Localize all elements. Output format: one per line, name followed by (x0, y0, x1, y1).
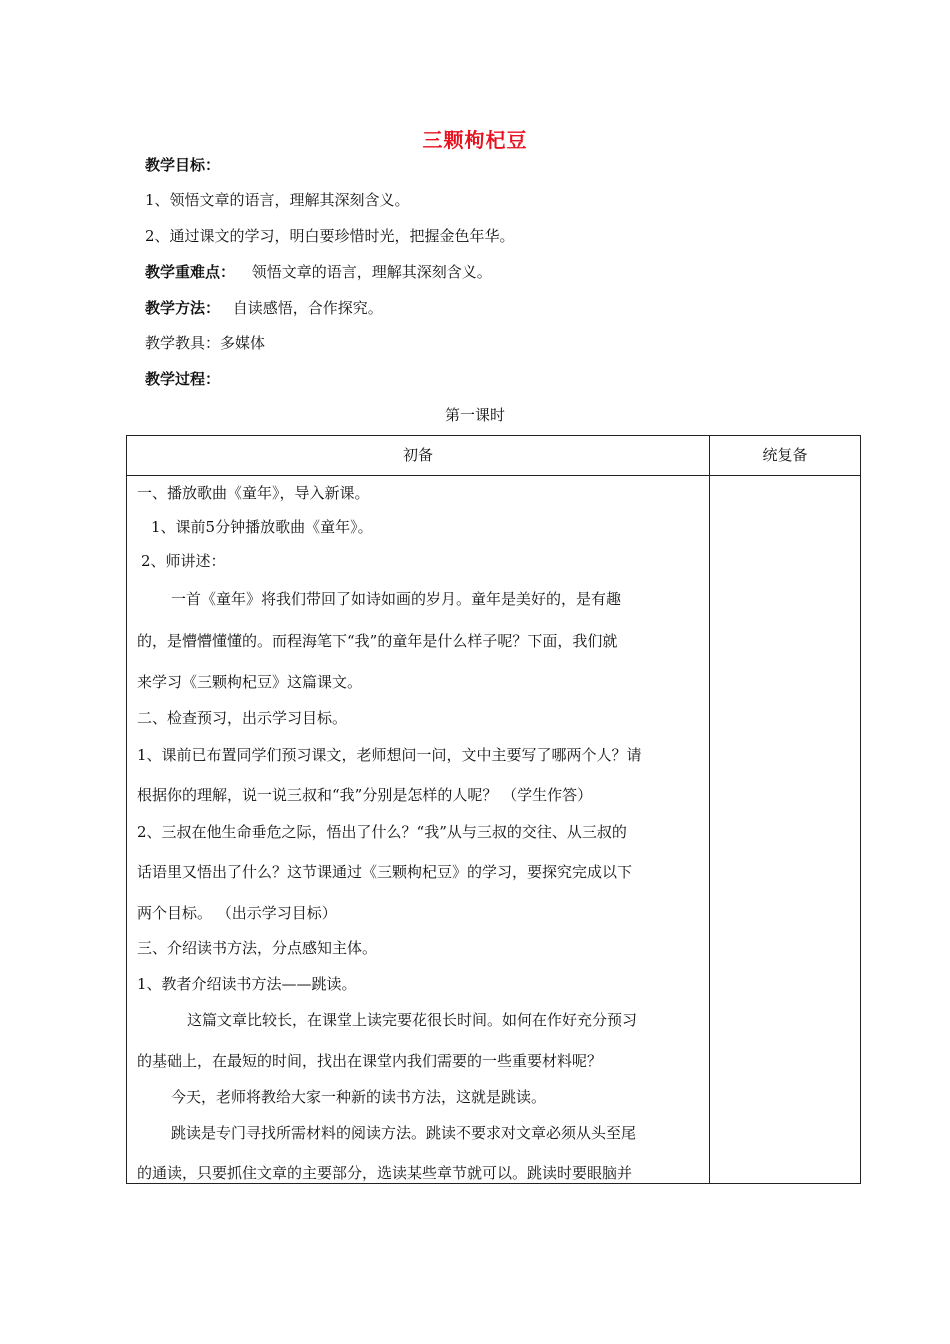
goals-heading: 教学目标： (145, 156, 221, 174)
process-heading: 教学过程： (145, 370, 221, 388)
content-line: 2、三叔在他生命垂危之际，悟出了什么？“我”从与三叔的交往、从三叔的 (137, 823, 627, 841)
tools-line: 教学教具：多媒体 (145, 334, 266, 352)
key-points-label: 教学重难点： (145, 263, 236, 281)
content-line: 二、检查预习，出示学习目标。 (137, 709, 348, 727)
content-line: 两个目标。 （出示学习目标） (137, 904, 337, 922)
content-line: 2、师讲述： (141, 552, 226, 570)
content-line: 来学习《三颗枸杞豆》这篇课文。 (137, 673, 363, 691)
content-line: 根据你的理解，说一说三叔和“我”分别是怎样的人呢？ （学生作答） (137, 786, 593, 804)
goal-item-1: 1、领悟文章的语言，理解其深刻含义。 (145, 191, 410, 209)
content-line: 一首《童年》将我们带回了如诗如画的岁月。童年是美好的，是有趣 (171, 590, 622, 608)
content-line: 1、教者介绍读书方法——跳读。 (137, 975, 357, 993)
lesson-table (126, 435, 861, 1184)
method-text: 自读感悟，合作探究。 (232, 299, 383, 317)
header-initial-prep: 初备 (402, 446, 433, 464)
content-line: 三、介绍读书方法，分点感知主体。 (137, 939, 378, 957)
content-line: 这篇文章比较长，在课堂上读完要花很长时间。如何在作好充分预习 (187, 1011, 638, 1029)
content-line: 话语里又悟出了什么？这节课通过《三颗枸杞豆》的学习，要探究完成以下 (137, 863, 633, 881)
header-review-prep: 统复备 (762, 446, 808, 464)
content-line: 1、课前已布置同学们预习课文，老师想问一问，文中主要写了哪两个人？请 (137, 746, 642, 764)
header-divider (127, 475, 860, 476)
content-line: 跳读是专门寻找所需材料的阅读方法。跳读不要求对文章必须从头至尾 (171, 1124, 637, 1142)
content-line: 的基础上，在最短的时间，找出在课堂内我们需要的一些重要材料呢？ (137, 1052, 603, 1070)
content-line: 今天，老师将教给大家一种新的读书方法，这就是跳读。 (171, 1088, 547, 1106)
content-line: 一、播放歌曲《童年》，导入新课。 (137, 484, 370, 502)
method-label: 教学方法： (145, 299, 221, 317)
key-points-row (145, 261, 492, 282)
goal-item-2: 2、通过课文的学习，明白要珍惜时光，把握金色年华。 (145, 227, 515, 245)
content-line: 1、课前5分钟播放歌曲《童年》。 (151, 518, 373, 536)
content-line: 的，是懵懵懂懂的。而程海笔下“我”的童年是什么样子呢？下面，我们就 (137, 632, 618, 650)
lesson-heading: 第一课时 (444, 406, 505, 424)
document-title: 三颗枸杞豆 (422, 128, 528, 152)
key-points-text: 领悟文章的语言，理解其深刻含义。 (251, 263, 492, 281)
column-divider (709, 436, 710, 1183)
method-row (145, 297, 383, 318)
content-line: 的通读，只要抓住文章的主要部分，选读某些章节就可以。跳读时要眼脑并 (137, 1164, 633, 1182)
